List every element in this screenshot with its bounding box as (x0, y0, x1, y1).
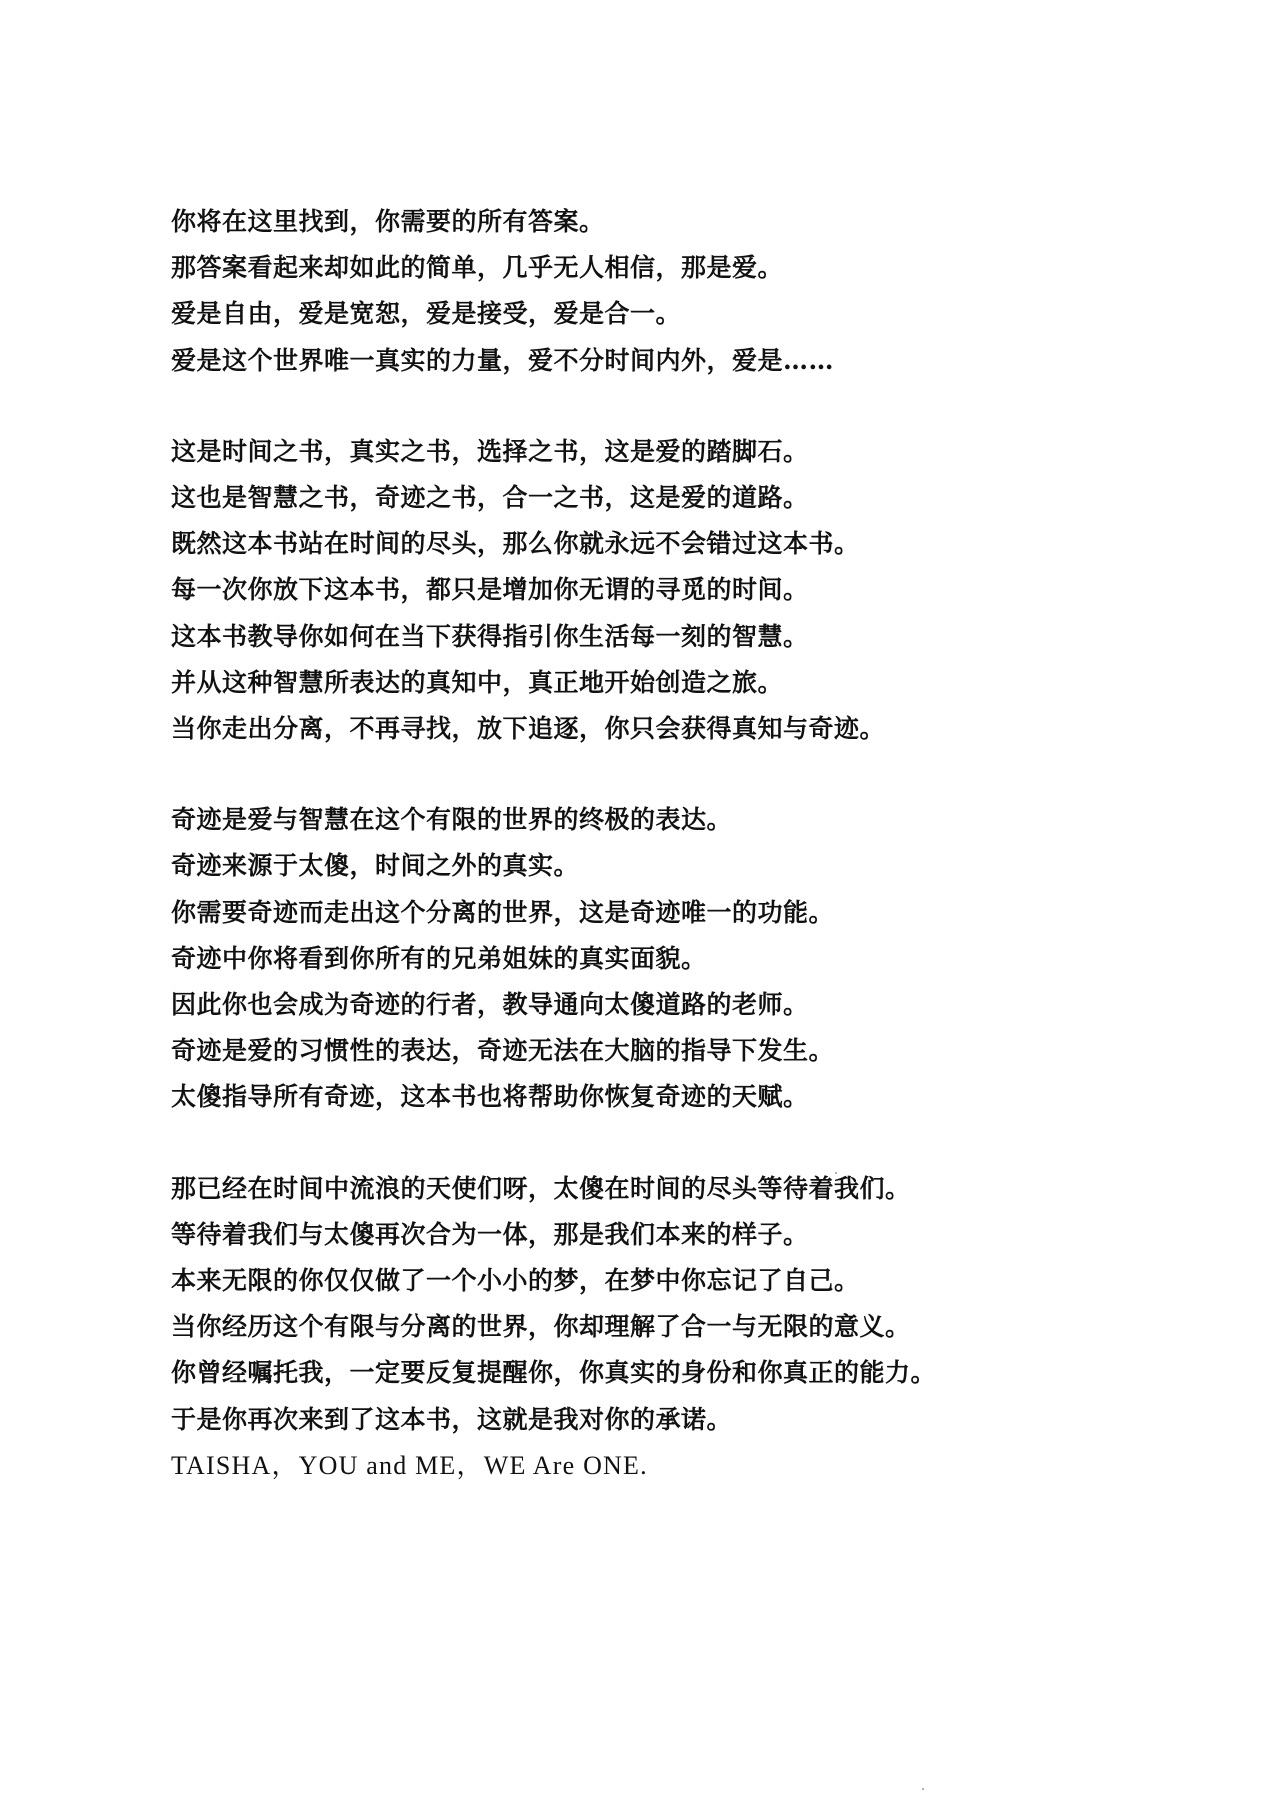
text-line: 你需要奇迹而走出这个分离的世界，这是奇迹唯一的功能。 (171, 897, 835, 927)
stanza-4 (171, 1166, 1211, 1489)
text-line: 这本书教导你如何在当下获得指引你生活每一刻的智慧。 (171, 621, 809, 651)
text-line: 当你走出分离，不再寻找，放下追逐，你只会获得真知与奇迹。 (171, 714, 886, 744)
text-line: 奇迹来源于太傻，时间之外的真实。 (171, 851, 580, 881)
text-line: 奇迹是爱与智慧在这个有限的世界的终极的表达。 (171, 805, 733, 835)
text-line: 奇迹是爱的习惯性的表达，奇迹无法在大脑的指导下发生。 (171, 1036, 835, 1066)
text-line: 爱是自由，爱是宽恕，爱是接受，爱是合一。 (171, 299, 682, 329)
text-line: 并从这种智慧所表达的真知中，真正地开始创造之旅。 (171, 667, 784, 697)
text-line: 本来无限的你仅仅做了一个小小的梦，在梦中你忘记了自己。 (171, 1266, 860, 1296)
stanza-1 (171, 199, 1211, 384)
text-line: 你曾经嘱托我，一定要反复提醒你，你真实的身份和你真正的能力。 (171, 1358, 937, 1388)
text-line: 太傻指导所有奇迹，这本书也将帮助你恢复奇迹的天赋。 (171, 1082, 809, 1112)
text-block (171, 199, 1211, 1489)
scan-speck (835, 1172, 837, 1174)
text-line: 爱是这个世界唯一真实的力量，爱不分时间内外，爱是…… (171, 345, 835, 375)
text-line: 因此你也会成为奇迹的行者，教导通向太傻道路的老师。 (171, 990, 809, 1020)
text-line: 奇迹中你将看到你所有的兄弟姐妹的真实面貌。 (171, 943, 707, 973)
stanza-3 (171, 797, 1211, 1120)
stanza-2 (171, 429, 1211, 752)
text-line: 等待着我们与太傻再次合为一体，那是我们本来的样子。 (171, 1219, 809, 1249)
text-line: 那答案看起来却如此的简单，几乎无人相信，那是爱。 (171, 253, 784, 283)
text-line: 当你经历这个有限与分离的世界，你却理解了合一与无限的意义。 (171, 1312, 911, 1342)
text-line: 这是时间之书，真实之书，选择之书，这是爱的踏脚石。 (171, 436, 809, 466)
text-line: 于是你再次来到了这本书，这就是我对你的承诺。 (171, 1404, 733, 1434)
scan-speck (922, 1788, 924, 1790)
text-line: 这也是智慧之书，奇迹之书，合一之书，这是爱的道路。 (171, 483, 809, 513)
text-line: 那已经在时间中流浪的天使们呀，太傻在时间的尽头等待着我们。 (171, 1173, 911, 1203)
closing-line: TAISHA，YOU and ME，WE Are ONE. (171, 1450, 648, 1480)
text-line: 你将在这里找到，你需要的所有答案。 (171, 207, 605, 236)
text-line: 每一次你放下这本书，都只是增加你无谓的寻觅的时间。 (171, 575, 809, 605)
text-line: 既然这本书站在时间的尽头，那么你就永远不会错过这本书。 (171, 529, 860, 559)
